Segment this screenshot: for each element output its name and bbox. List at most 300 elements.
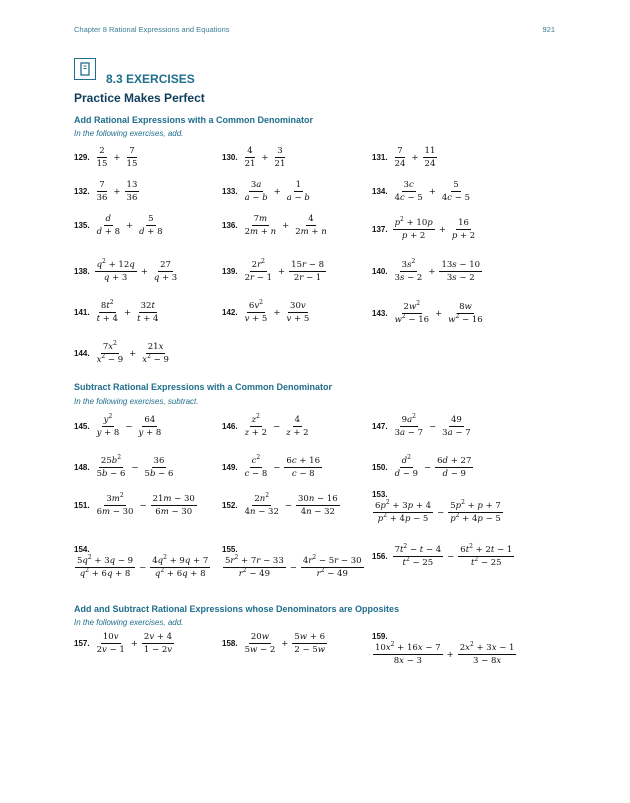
operator: +	[278, 266, 286, 277]
operator: −	[273, 462, 281, 473]
exercise-number: 129.	[74, 153, 90, 162]
exercise-expression	[242, 260, 327, 283]
exercise-expression	[392, 302, 486, 325]
denominator: 2 − 5w	[294, 645, 326, 655]
operator: −	[273, 421, 281, 432]
operator: +	[130, 638, 138, 649]
fraction	[440, 180, 472, 203]
exercise-number: 153.	[372, 490, 388, 499]
exercise-expression	[74, 556, 211, 579]
numerator: 21m − 30	[152, 494, 195, 504]
exercise-number: 152.	[222, 501, 238, 510]
numerator: 3	[277, 146, 283, 156]
denominator: $x^2 - 9$	[142, 353, 169, 365]
denominator: 3a − 7	[394, 428, 424, 438]
numerator: 64	[144, 415, 156, 425]
numerator: 6d + 27	[437, 456, 472, 466]
denominator: c − 8	[291, 469, 315, 479]
numerator: 21x	[147, 342, 164, 352]
operator: −	[289, 562, 297, 573]
fraction	[423, 146, 438, 169]
operator: −	[125, 421, 133, 432]
exercise-expression	[94, 456, 177, 479]
numerator: 7m	[253, 214, 268, 224]
denominator: p + 2	[451, 231, 476, 241]
numerator: 20w	[250, 632, 269, 642]
numerator: $4r^2 - 5r - 30$	[302, 554, 362, 566]
exercise-number: 144.	[74, 349, 90, 358]
numerator: $7x^2$	[102, 340, 117, 352]
denominator: $r^2 - 49$	[238, 567, 270, 579]
denominator: $t^2 - 25$	[470, 556, 502, 568]
fraction	[435, 456, 473, 479]
numerator: 30v	[290, 301, 306, 311]
exercise-item	[74, 415, 164, 438]
fraction	[95, 146, 110, 169]
numerator: $7t^2 - t - 4$	[394, 543, 442, 555]
exercise-number: 140.	[372, 267, 388, 276]
denominator: $p^2 + 4p - 5$	[450, 512, 501, 524]
denominator: $p^2 + 4p - 5$	[377, 512, 429, 524]
exercise-expression	[242, 146, 289, 169]
exercise-item	[74, 342, 172, 365]
fraction	[243, 146, 258, 169]
operator: −	[284, 500, 292, 511]
fraction	[446, 302, 484, 325]
fraction	[95, 632, 127, 655]
denominator: 21	[274, 159, 286, 169]
numerator: $z^2$	[251, 413, 260, 425]
exercise-item	[222, 146, 288, 169]
denominator: q + 3	[153, 273, 178, 283]
fraction	[292, 632, 327, 655]
exercise-item	[222, 301, 312, 324]
numerator: 49	[450, 415, 462, 425]
denominator: 15	[96, 159, 108, 169]
running-header-chapter: Chapter 8 Rational Expressions and Equations	[74, 25, 230, 34]
exercise-number: 133.	[222, 187, 238, 196]
exercise-item	[372, 545, 515, 568]
page-number: 921	[542, 25, 555, 34]
fraction	[273, 146, 288, 169]
denominator: $q^2 + 6q + 8$	[154, 567, 206, 579]
exercise-number: 146.	[222, 422, 238, 431]
numerator: 13	[126, 180, 138, 190]
numerator: 3c	[403, 180, 414, 190]
denominator: 2v − 1	[96, 645, 125, 655]
numerator: 4	[308, 214, 314, 224]
operator: +	[273, 307, 281, 318]
exercise-item	[74, 180, 140, 203]
exercise-expression	[392, 415, 474, 438]
numerator: 7	[397, 146, 403, 156]
denominator: 15	[126, 159, 138, 169]
exercise-expression	[94, 180, 141, 203]
denominator: q + 3	[103, 273, 128, 283]
fraction	[284, 415, 310, 438]
numerator: 6c + 16	[286, 456, 320, 466]
denominator: d + 8	[139, 227, 163, 237]
exercise-number: 131.	[372, 153, 388, 162]
fraction	[458, 545, 514, 568]
exercise-item	[222, 180, 313, 203]
exercise-item	[372, 415, 474, 438]
numerator: $2x^2 + 3x - 1$	[459, 641, 515, 653]
numerator: $6v^2$	[248, 299, 263, 311]
exercise-item	[222, 415, 312, 438]
exercise-expression	[242, 301, 313, 324]
denominator: 36	[96, 193, 108, 203]
exercise-item	[222, 456, 323, 479]
fraction	[243, 180, 270, 203]
denominator: 2r − 1	[293, 273, 322, 283]
fraction	[243, 632, 278, 655]
fraction	[243, 214, 279, 237]
exercise-expression	[94, 214, 166, 237]
fraction	[393, 180, 425, 203]
fraction	[223, 556, 286, 579]
exercise-item	[372, 218, 478, 241]
numerator: $6t^2 + 2t - 1$	[460, 543, 513, 555]
exercise-expression	[372, 501, 504, 524]
fraction	[284, 301, 311, 324]
denominator: $t^2 - 25$	[402, 556, 434, 568]
denominator: t + 4	[137, 314, 159, 324]
exercise-item	[372, 302, 486, 325]
operator: −	[139, 562, 147, 573]
numerator: d	[105, 214, 111, 224]
operator: +	[140, 266, 148, 277]
exercise-number: 158.	[222, 639, 238, 648]
fraction	[142, 632, 174, 655]
exercise-number: 136.	[222, 221, 238, 230]
denominator: 4n − 32	[300, 507, 335, 517]
exercise-number: 151.	[74, 501, 90, 510]
fraction	[95, 214, 122, 237]
exercise-item	[372, 456, 474, 479]
fraction	[95, 342, 126, 365]
fraction	[393, 456, 420, 479]
numerator: $2r^2$	[251, 258, 265, 270]
exercise-expression	[94, 301, 162, 324]
denominator: 36	[126, 193, 138, 203]
fraction	[393, 146, 408, 169]
fraction	[140, 342, 171, 365]
denominator: 3s − 2	[446, 273, 475, 283]
numerator: $5r^2 + 7r - 33$	[225, 554, 284, 566]
exercise-item	[74, 632, 175, 655]
exercise-expression	[392, 545, 516, 568]
exercise-item	[372, 632, 517, 666]
numerator: 5w + 6	[294, 632, 326, 642]
group-instruction-opposites: In the following exercises, add.	[74, 618, 184, 627]
numerator: $3s^2$	[401, 258, 416, 270]
fraction	[95, 260, 137, 283]
numerator: $3m^2$	[106, 492, 124, 504]
exercise-item	[74, 494, 198, 517]
denominator: 5w − 2	[244, 645, 276, 655]
exercises-icon	[74, 58, 96, 80]
numerator: $10x^2 + 16x - 7$	[375, 641, 441, 653]
denominator: y + 8	[96, 428, 120, 438]
fraction	[296, 494, 340, 517]
exercise-number: 139.	[222, 267, 238, 276]
denominator: 6m − 30	[96, 507, 134, 517]
exercise-item	[222, 260, 327, 283]
exercise-item	[74, 214, 166, 237]
denominator: c − 8	[244, 469, 268, 479]
exercise-number: 138.	[74, 267, 90, 276]
denominator: 2r − 1	[244, 273, 273, 283]
numerator: 15r − 8	[291, 260, 325, 270]
fraction	[285, 180, 312, 203]
denominator: 5b − 6	[96, 469, 126, 479]
denominator: $w^2 - 16$	[448, 313, 483, 325]
exercise-expression	[242, 456, 323, 479]
operator: +	[261, 152, 269, 163]
numerator: $c^2$	[251, 454, 261, 466]
exercise-number: 142.	[222, 308, 238, 317]
operator: +	[123, 307, 132, 318]
exercise-number: 157.	[74, 639, 90, 648]
exercise-expression	[242, 180, 313, 203]
fraction	[393, 218, 435, 241]
fraction	[143, 456, 176, 479]
numerator: 8w	[459, 302, 472, 312]
fraction	[243, 301, 270, 324]
denominator: 5b − 6	[144, 469, 174, 479]
fraction	[284, 456, 322, 479]
group-heading-add: Add Rational Expressions with a Common Denominator	[74, 115, 314, 125]
denominator: $q^2 + 6q + 8$	[79, 567, 131, 579]
denominator: a − b	[286, 193, 310, 203]
exercise-number: 141.	[74, 308, 90, 317]
numerator: 4	[247, 146, 253, 156]
denominator: d − 9	[442, 469, 466, 479]
exercise-number: 149.	[222, 463, 238, 472]
numerator: 4	[294, 415, 301, 425]
exercise-expression	[94, 260, 181, 283]
exercise-expression	[392, 180, 473, 203]
operator: −	[437, 507, 445, 518]
fraction	[95, 494, 136, 517]
denominator: z + 2	[244, 428, 268, 438]
numerator: 1	[295, 180, 301, 190]
exercise-item	[74, 545, 211, 579]
fraction	[95, 180, 110, 203]
fraction	[293, 214, 329, 237]
numerator: 2	[99, 146, 105, 156]
exercise-expression	[242, 415, 312, 438]
exercise-item	[222, 214, 330, 237]
numerator: 5	[148, 214, 154, 224]
exercise-item	[372, 180, 473, 203]
fraction	[125, 146, 140, 169]
numerator: 36	[153, 456, 165, 466]
operator: +	[113, 152, 121, 163]
exercise-number: 154.	[74, 545, 90, 554]
exercise-item	[74, 260, 180, 283]
denominator: $r^2 - 49$	[316, 567, 348, 579]
operator: +	[113, 186, 121, 197]
fraction	[125, 180, 140, 203]
section-title: 8.3 EXERCISES	[106, 72, 195, 86]
numerator: $p^2 + 10p$	[394, 216, 433, 228]
denominator: y + 8	[138, 428, 162, 438]
numerator: $4q^2 + 9q + 7$	[152, 554, 209, 566]
operator: −	[429, 421, 437, 432]
operator: +	[125, 220, 134, 231]
fraction	[75, 556, 135, 579]
numerator: $y^2$	[103, 413, 113, 425]
fraction	[289, 260, 326, 283]
numerator: 5	[453, 180, 459, 190]
denominator: 2m + n	[244, 227, 277, 237]
denominator: 4c − 5	[441, 193, 470, 203]
numerator: 10v	[102, 632, 119, 642]
operator: +	[428, 266, 436, 277]
denominator: z + 2	[286, 428, 309, 438]
exercise-item	[372, 490, 504, 524]
fraction	[95, 301, 120, 324]
group-instruction-add: In the following exercises, add.	[74, 129, 184, 138]
fraction	[151, 494, 197, 517]
exercise-number: 156.	[372, 552, 388, 561]
numerator: 7	[99, 180, 105, 190]
exercise-item	[74, 301, 161, 324]
fraction	[243, 456, 270, 479]
exercise-number: 130.	[222, 153, 238, 162]
operator: −	[447, 551, 455, 562]
exercise-expression	[94, 494, 198, 517]
exercise-expression	[392, 218, 479, 241]
numerator: $6p^2 + 3p + 4$	[375, 499, 432, 511]
exercise-expression	[94, 632, 176, 655]
fraction	[393, 302, 431, 325]
numerator: $9a^2$	[401, 413, 416, 425]
denominator: 24	[424, 159, 436, 169]
denominator: 8x − 3	[393, 656, 422, 666]
exercise-number: 143.	[372, 309, 388, 318]
operator: −	[131, 462, 139, 473]
exercise-expression	[94, 146, 141, 169]
section-subtitle: Practice Makes Perfect	[74, 91, 205, 105]
denominator: 21	[244, 159, 256, 169]
fraction	[373, 501, 433, 524]
fraction	[95, 456, 128, 479]
denominator: v + 5	[244, 314, 268, 324]
operator: +	[438, 224, 446, 235]
fraction	[243, 260, 274, 283]
operator: +	[446, 649, 454, 660]
fraction	[137, 214, 164, 237]
denominator: a − b	[244, 193, 268, 203]
exercise-number: 159.	[372, 632, 388, 641]
exercise-item	[222, 632, 328, 655]
fraction	[393, 260, 425, 283]
fraction	[95, 415, 122, 438]
numerator: 13s − 10	[441, 260, 481, 270]
denominator: 3a − 7	[442, 428, 471, 438]
exercise-expression	[94, 415, 165, 438]
numerator: 7	[129, 146, 135, 156]
exercise-expression	[392, 260, 483, 283]
numerator: 30n − 16	[297, 494, 338, 504]
fraction	[393, 545, 444, 568]
operator: +	[435, 308, 443, 319]
numerator: 32t	[140, 301, 155, 311]
fraction	[243, 494, 281, 517]
exercise-item	[222, 494, 341, 517]
fraction	[150, 556, 210, 579]
fraction	[135, 301, 160, 324]
pencil-paper-icon	[79, 62, 91, 76]
fraction	[448, 501, 503, 524]
denominator: 3s − 2	[394, 273, 423, 283]
exercise-number: 147.	[372, 422, 388, 431]
fraction	[136, 415, 163, 438]
fraction	[301, 556, 364, 579]
operator: +	[129, 348, 137, 359]
denominator: d − 9	[394, 469, 418, 479]
exercise-expression	[242, 214, 330, 237]
exercise-expression	[392, 456, 475, 479]
exercise-number: 137.	[372, 225, 388, 234]
fraction	[450, 218, 477, 241]
exercise-item	[372, 260, 483, 283]
denominator: $x^2 - 9$	[96, 353, 124, 365]
denominator: 6m − 30	[155, 507, 193, 517]
exercise-number: 155.	[222, 545, 238, 554]
numerator: $2w^2$	[403, 300, 421, 312]
numerator: 16	[458, 218, 469, 228]
exercise-item	[74, 456, 176, 479]
exercise-expression	[242, 632, 328, 655]
exercise-number: 134.	[372, 187, 388, 196]
exercise-expression	[94, 342, 172, 365]
exercise-number: 148.	[74, 463, 90, 472]
numerator: 2v + 4	[143, 632, 173, 642]
denominator: 24	[394, 159, 406, 169]
numerator: 27	[160, 260, 171, 270]
exercise-number: 145.	[74, 422, 90, 431]
exercise-expression	[372, 643, 517, 666]
numerator: 3a	[250, 180, 262, 190]
operator: +	[282, 220, 290, 231]
numerator: 11	[424, 146, 436, 156]
numerator: $25b^2$	[100, 454, 122, 466]
denominator: 3 − 8x	[473, 656, 502, 666]
operator: −	[423, 462, 432, 473]
operator: +	[428, 186, 436, 197]
operator: +	[273, 186, 281, 197]
numerator: $5p^2 + p + 7$	[450, 499, 501, 511]
denominator: v + 5	[286, 314, 310, 324]
denominator: p + 2	[401, 231, 426, 241]
exercise-number: 135.	[74, 221, 90, 230]
denominator: 4c − 5	[394, 193, 423, 203]
numerator: $q^2 + 12q$	[96, 258, 135, 270]
exercise-number: 132.	[74, 187, 90, 196]
denominator: 2m + n	[295, 227, 327, 237]
numerator: $8t^2$	[100, 299, 114, 311]
denominator: d + 8	[96, 227, 120, 237]
exercise-item	[74, 146, 140, 169]
operator: +	[411, 152, 419, 163]
exercise-item	[222, 545, 365, 579]
numerator: $2n^2$	[254, 492, 270, 504]
denominator: $w^2 - 16$	[394, 313, 430, 325]
